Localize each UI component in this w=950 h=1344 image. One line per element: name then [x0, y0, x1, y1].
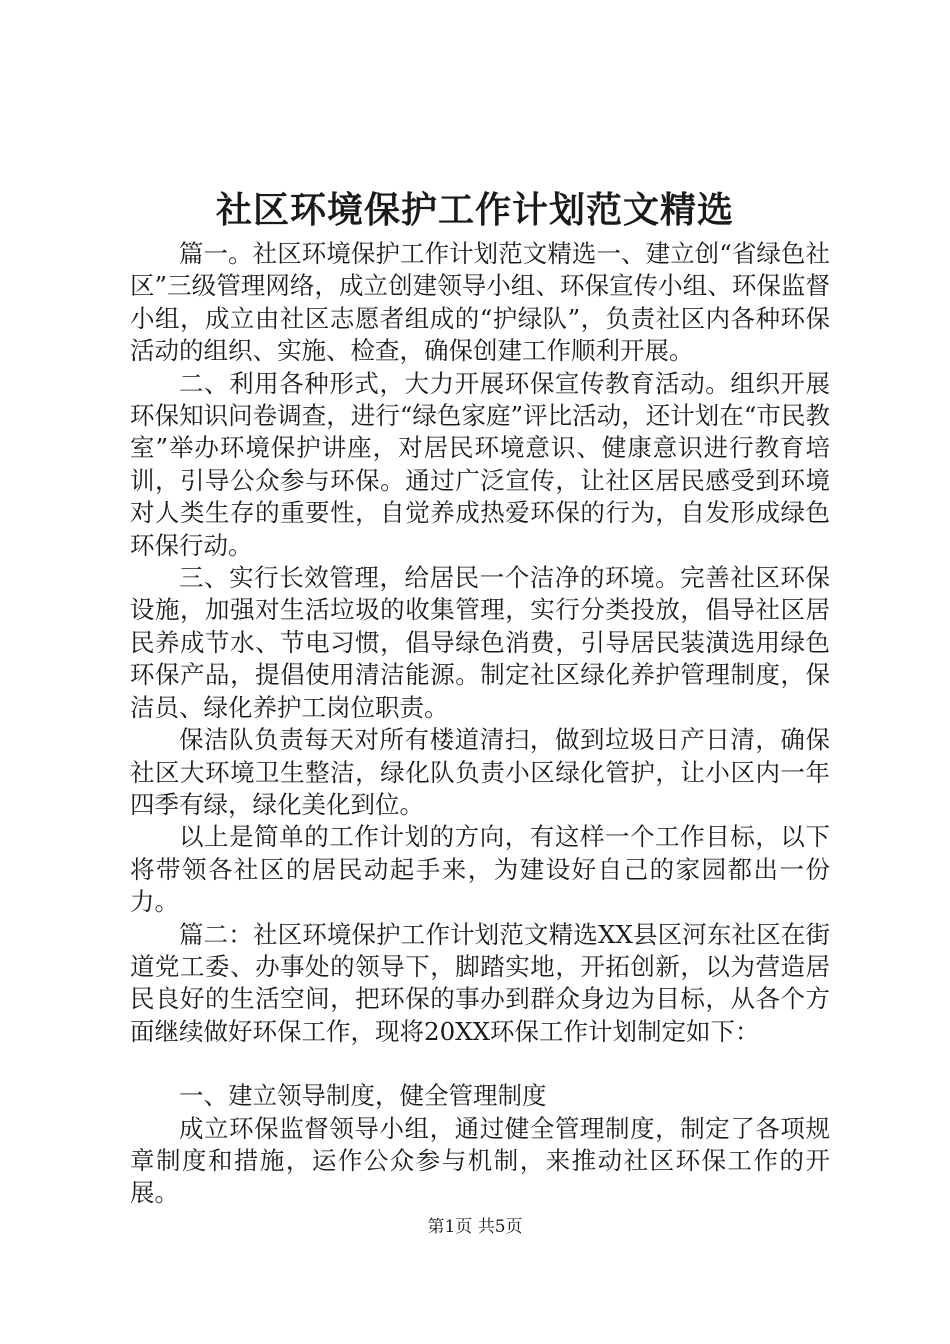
- document-body: [130, 238, 830, 1210]
- section-heading: 一、建立领导制度，健全管理制度: [179, 1081, 547, 1111]
- document-title: 社区环境保护工作计划范文精选: [215, 189, 734, 231]
- paragraph: 以上是简单的工作计划的方向，有这样一个工作目标，以下将带领各社区的居民动起手来，为建设好自己的家园都出一份力。: [130, 822, 830, 917]
- paragraph: 篇一。社区环境保护工作计划范文精选一、建立创“省绿色社区”三级管理网络，成立创建领导小组、环保宣传小组、环保监督小组，成立由社区志愿者组成的“护绿队”，负责社区内各种环保活动的组织、实施、检查，确保创建工作顺利开展。: [130, 239, 830, 366]
- paragraph: 篇二：社区环境保护工作计划范文精选XX县区河东社区在街道党工委、办事处的领导下，脚踏实地，开拓创新，以为营造居民良好的生活空间，把环保的事办到群众身边为目标，从各个方面继续做好环保工作，现将20XX环保工作计划制定如下：: [130, 919, 830, 1046]
- paragraph: 三、实行长效管理，给居民一个洁净的环境。完善社区环保设施，加强对生活垃圾的收集管理，实行分类投放，倡导社区居民养成节水、节电习惯，倡导绿色消费，引导居民装潢选用绿色环保产品，提倡使用清洁能源。制定社区绿化养护管理制度，保洁员、绿化养护工岗位职责。: [130, 563, 830, 722]
- page-number: 第1页 共5页: [427, 1217, 523, 1237]
- paragraph: 保洁队负责每天对所有楼道清扫，做到垃圾日产日清，确保社区大环境卫生整洁，绿化队负责小区绿化管护，让小区内一年四季有绿，绿化美化到位。: [130, 725, 830, 819]
- paragraph: 成立环保监督领导小组，通过健全管理制度，制定了各项规章制度和措施，运作公众参与机制，来推动社区环保工作的开展。: [130, 1113, 830, 1208]
- paragraph: 二、利用各种形式，大力开展环保宣传教育活动。组织开展环保知识问卷调查，进行“绿色家庭”评比活动，还计划在“市民教室”举办环境保护讲座，对居民环境意识、健康意识进行教育培训，引导公众参与环保。通过广泛宣传，让社区居民感受到环境对人类生存的重要性，自觉养成热爱环保的行为，自发形成绿色环保行动。: [130, 368, 830, 560]
